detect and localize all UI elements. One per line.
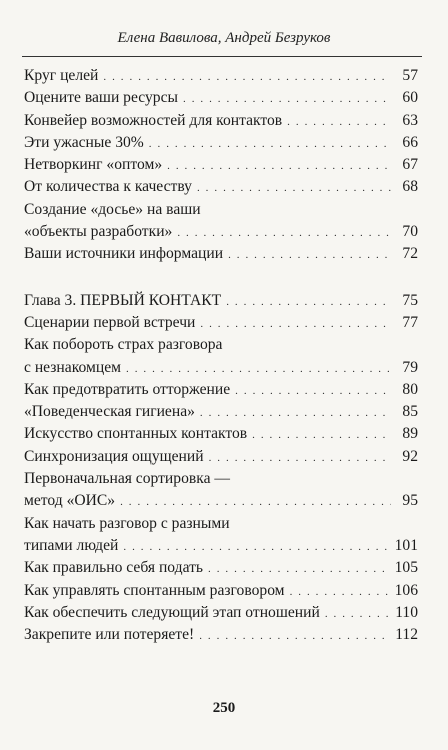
toc-entry-page: 75: [402, 291, 418, 309]
toc-entry-title: Круг целей: [24, 67, 99, 84]
toc-entry-page: 105: [394, 559, 418, 577]
toc-entry: [24, 357, 418, 379]
dot-leader: [200, 402, 391, 424]
toc-entry: [24, 221, 418, 243]
toc-entry-title: Как обеспечить следующий этап отношений: [24, 603, 320, 621]
dot-leader: [199, 625, 391, 647]
toc-entry-page: 79: [402, 358, 418, 376]
toc-entry-page: 66: [402, 133, 418, 151]
toc-entry: [24, 65, 418, 87]
dot-leader: [226, 291, 391, 313]
toc-entry: [24, 602, 418, 624]
toc-entry-page: 101: [394, 536, 418, 554]
toc-entry: [24, 423, 418, 445]
toc-entry-title: Эти ужасные 30%: [24, 133, 144, 151]
toc-entry-page: 80: [402, 380, 418, 398]
toc-entry-title: с незнакомцем: [24, 358, 121, 376]
toc-entry: [24, 557, 418, 579]
dot-leader: [126, 358, 391, 380]
toc-entry: [24, 334, 418, 356]
toc-entry-title: Нетворкинг «оптом»: [24, 156, 163, 174]
toc-entry-title: Искусство спонтанных контактов: [24, 425, 248, 443]
running-header: Елена Вавилова, Андрей Безруков: [117, 30, 331, 46]
toc-entry-title: «объекты разработки»: [24, 223, 173, 241]
toc-entry-page: 67: [402, 156, 418, 174]
toc-entry: [24, 379, 418, 401]
toc-entry-title: Как предотвратить отторжение: [24, 380, 231, 398]
toc-entry-title: Ваши источники информации: [24, 245, 224, 263]
toc-entry: [24, 468, 418, 490]
toc-entry-title: Конвейер возможностей для контактов: [24, 111, 283, 129]
dot-leader: [252, 424, 391, 446]
toc-section-1: [24, 65, 418, 266]
toc-entry-title: Первоначальная сортировка —: [24, 470, 230, 488]
dot-leader: [208, 558, 391, 580]
dot-leader: [123, 536, 391, 558]
toc-entry-title: Закрепите или потеряете!: [24, 626, 195, 644]
toc-entry: [24, 624, 418, 646]
toc-entry-title: «Поведенческая гигиена»: [24, 403, 195, 421]
toc-entry-title: Оцените ваши ресурсы: [24, 89, 178, 107]
toc-entry-page: 63: [402, 111, 418, 129]
toc-entry: [24, 176, 418, 198]
toc-entry: [24, 199, 418, 221]
toc-entry-page: 112: [395, 626, 418, 644]
toc-entry-title: Как начать разговор с разными: [24, 514, 230, 532]
toc-entry-page: 89: [402, 425, 418, 443]
dot-leader: [200, 313, 391, 335]
toc-entry-title: метод «ОИС»: [24, 492, 116, 510]
toc-entry: [24, 513, 418, 535]
dot-leader: [183, 88, 391, 110]
dot-leader: [103, 66, 391, 88]
toc-entry: [24, 446, 418, 468]
toc-section-2: [24, 290, 418, 647]
toc-entry-title: типами людей: [24, 536, 119, 554]
toc-entry: [24, 243, 418, 265]
toc-entry-title: Как управлять спонтанным разговором: [24, 581, 285, 599]
toc-entry: [24, 132, 418, 154]
toc-entry: [24, 290, 418, 312]
toc-entry: [24, 490, 418, 512]
toc-entry: [24, 535, 418, 557]
toc-entry-page: 110: [395, 603, 418, 621]
dot-leader: [287, 111, 391, 133]
toc-entry-title: Глава 3. ПЕРВЫЙ КОНТАКТ: [24, 291, 222, 309]
dot-leader: [197, 177, 391, 199]
toc-entry: [24, 110, 418, 132]
toc-entry-page: 106: [394, 581, 418, 599]
dot-leader: [290, 581, 391, 603]
dot-leader: [149, 133, 391, 155]
toc-entry: [24, 87, 418, 109]
toc-entry: [24, 312, 418, 334]
header-rule: [22, 56, 422, 57]
toc-entry: [24, 580, 418, 602]
page-number: 250: [212, 700, 236, 716]
toc-entry-page: 60: [402, 89, 418, 107]
toc-entry-page: 92: [402, 447, 418, 465]
toc-entry-title: Создание «досье» на ваши: [24, 200, 201, 218]
toc-entry-page: 95: [402, 492, 418, 510]
section-gap: [24, 266, 418, 290]
toc-entry-page: 68: [402, 178, 418, 196]
toc-entry-title: Сценарии первой встречи: [24, 313, 196, 331]
toc-entry-title: Как побороть страх разговора: [24, 336, 223, 354]
toc-entry-page: 85: [402, 403, 418, 421]
table-of-contents: [24, 65, 418, 646]
toc-entry-title: Синхронизация ощущений: [24, 447, 204, 465]
toc-entry-page: 70: [402, 223, 418, 241]
toc-entry: [24, 401, 418, 423]
dot-leader: [167, 155, 391, 177]
toc-entry-page: 57: [402, 67, 418, 84]
toc-entry: [24, 154, 418, 176]
dot-leader: [177, 222, 391, 244]
dot-leader: [235, 380, 391, 402]
toc-entry-page: 77: [402, 313, 418, 331]
dot-leader: [228, 244, 391, 266]
dot-leader: [209, 447, 391, 469]
toc-entry-title: Как правильно себя подать: [24, 559, 204, 577]
toc-entry-page: 72: [402, 245, 418, 263]
dot-leader: [120, 491, 391, 513]
dot-leader: [325, 603, 391, 625]
toc-entry-title: От количества к качеству: [24, 178, 192, 196]
